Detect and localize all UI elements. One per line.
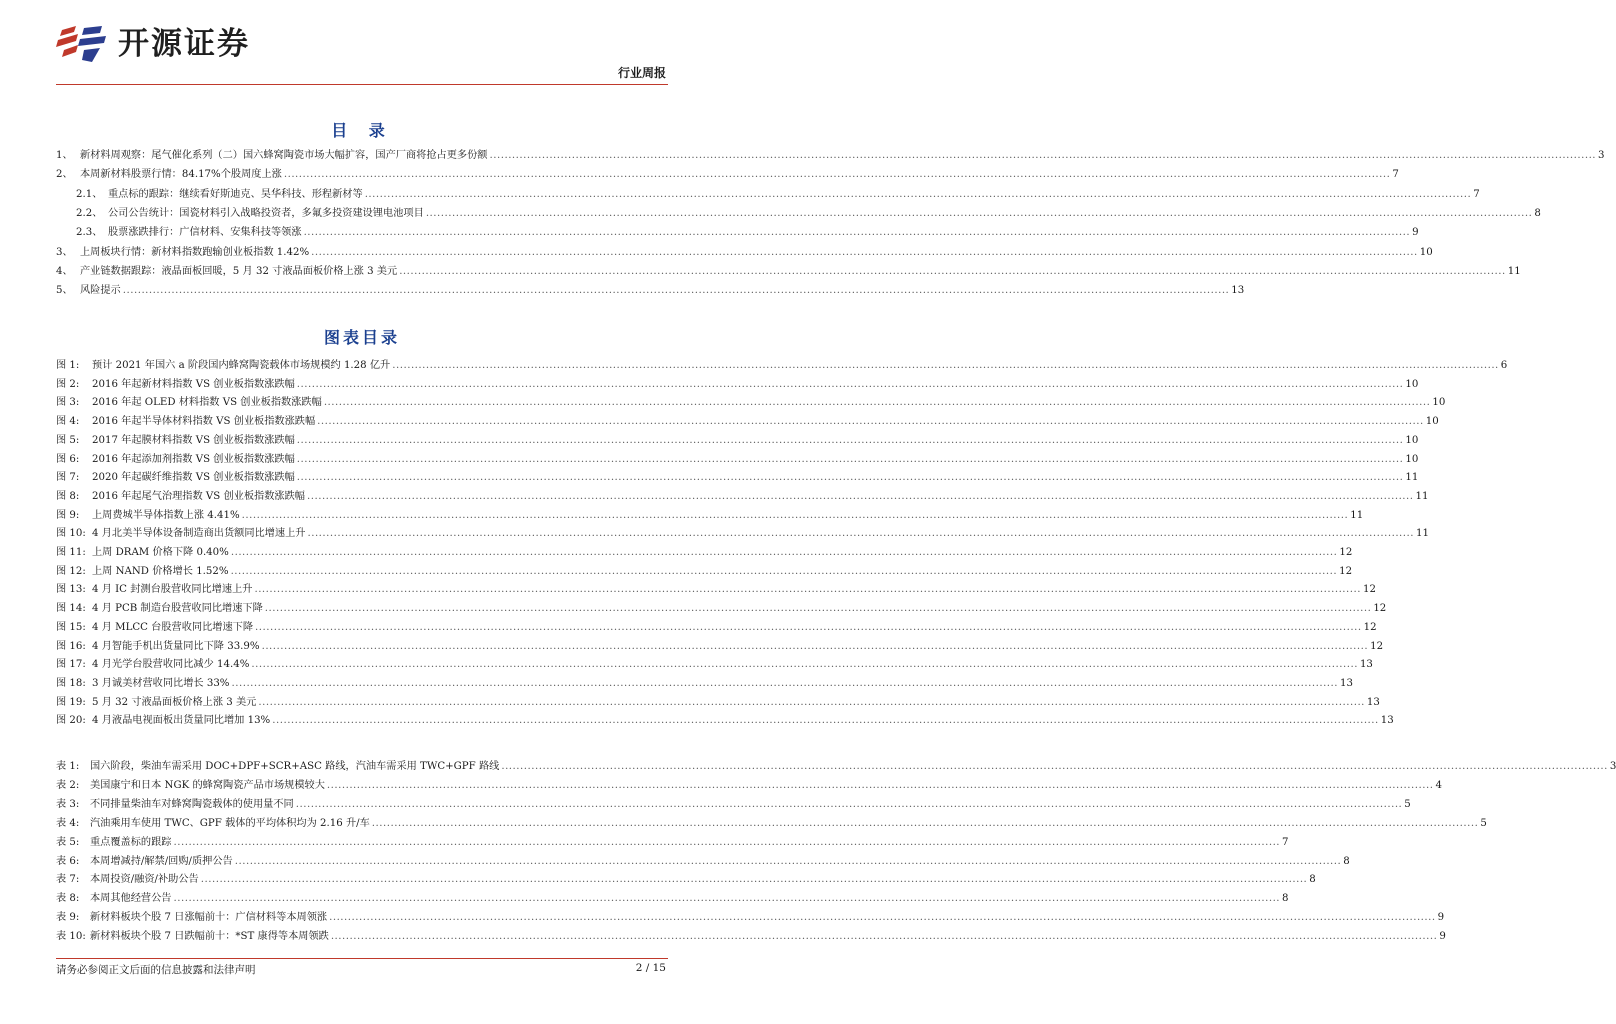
- figure-entry[interactable]: [56, 694, 1380, 712]
- table-entry-number: 表 5:: [56, 836, 80, 848]
- figure-entry-number: 图 19:: [56, 696, 86, 708]
- table-entry-page: 9: [1437, 912, 1445, 924]
- dot-leader: [501, 758, 1608, 776]
- toc-entry-text: 重点标的跟踪：继续看好斯迪克、昊华科技、形程新材等: [108, 188, 363, 200]
- figure-entry[interactable]: [56, 451, 1419, 469]
- toc-title: 目 录: [331, 121, 393, 140]
- figure-entry[interactable]: [56, 376, 1419, 394]
- figure-entry[interactable]: [56, 638, 1384, 656]
- figure-entry-number: 图 2:: [56, 378, 80, 390]
- toc-entry-page: 11: [1507, 265, 1521, 277]
- figure-entry-number: 图 11:: [56, 547, 86, 558]
- dot-leader: [307, 488, 1414, 506]
- figure-entry-number: 图 13:: [56, 584, 86, 596]
- dot-leader: [255, 619, 1362, 637]
- table-entry-page: 4: [1435, 779, 1442, 791]
- toc-entry[interactable]: [56, 244, 1433, 262]
- toc-entry-number: 2.3、: [76, 227, 103, 239]
- table-entry-text: 本周投资/融资/补助公告: [90, 874, 199, 886]
- table-entry[interactable]: [56, 890, 1289, 908]
- toc-entry-text: 本周新材料股票行情：84.17%个股周度上涨: [80, 169, 282, 181]
- table-entry-number: 表 9:: [56, 912, 80, 924]
- table-entry-text: 新材料板块个股 7 日跌幅前十：*ST 康得等本周领跌: [90, 931, 329, 943]
- figure-entry-text: 2016 年起半导体材料指数 VS 创业板指数涨跌幅: [92, 416, 316, 428]
- table-entry[interactable]: [56, 834, 1289, 852]
- figure-entry-number: 图 9:: [56, 509, 80, 521]
- figure-entry-number: 图 8:: [56, 490, 80, 502]
- figure-entry-page: 10: [1405, 453, 1419, 465]
- dot-leader: [329, 909, 1436, 927]
- toc-entry-text: 股票涨跌排行：广信材料、安集科技等领涨: [108, 227, 302, 239]
- table-entry-number: 表 10:: [56, 931, 86, 943]
- figure-entry-text: 4 月光学台股营收同比减少 14.4%: [92, 659, 250, 671]
- figure-entry-page: 12: [1339, 547, 1353, 558]
- table-entry-number: 表 4:: [56, 817, 80, 829]
- figure-entry-text: 3 月诚美材营收同比增长 33%: [92, 677, 230, 689]
- figure-entry-text: 4 月 PCB 制造台股营收同比增速下降: [92, 603, 263, 615]
- table-entry-page: 8: [1343, 855, 1350, 867]
- figure-entry-number: 图 5:: [56, 434, 80, 446]
- disclaimer-text: 请务必参阅正文后面的信息披露和法律声明: [56, 964, 256, 976]
- figure-entry[interactable]: [56, 413, 1439, 431]
- table-entry[interactable]: [56, 777, 1442, 795]
- table-entry[interactable]: [56, 853, 1350, 871]
- figure-entry-number: 图 4:: [56, 416, 80, 428]
- table-entry-page: 9: [1439, 931, 1446, 943]
- toc-entry-text: 产业链数据跟踪：液晶面板回暖，5 月 32 寸液晶面板价格上涨 3 美元: [80, 265, 398, 277]
- dot-leader: [372, 815, 1479, 833]
- figure-entry-page: 11: [1416, 528, 1429, 540]
- dot-leader: [311, 244, 1418, 262]
- figure-entry-page: 10: [1425, 416, 1439, 428]
- table-entry-text: 美国康宁和日本 NGK 的蜂窝陶瓷产品市场规模较大: [90, 779, 325, 791]
- dot-leader: [392, 357, 1499, 375]
- figure-entry-number: 图 20:: [56, 715, 86, 727]
- figure-entry-text: 4 月液晶电视面板出货量同比增加 13%: [92, 715, 271, 727]
- table-entry-page: 3: [1609, 761, 1616, 772]
- toc-entry[interactable]: [76, 224, 1419, 242]
- figure-entry-number: 图 15:: [56, 621, 86, 633]
- table-entry[interactable]: [56, 758, 1616, 776]
- dot-leader: [251, 656, 1358, 674]
- figure-entry-text: 上周 DRAM 价格下降 0.40%: [92, 547, 229, 558]
- figure-entry-number: 图 16:: [56, 640, 86, 652]
- dot-leader: [304, 224, 1411, 242]
- figure-entry-text: 上周 NAND 价格增长 1.52%: [92, 565, 229, 577]
- figure-entry[interactable]: [56, 619, 1377, 637]
- figure-entry-page: 12: [1363, 621, 1377, 633]
- figure-entry[interactable]: [56, 675, 1353, 693]
- figure-entry[interactable]: [56, 432, 1419, 450]
- figure-entry[interactable]: [56, 488, 1429, 506]
- figure-entry-text: 4 月 MLCC 台股营收同比增速下降: [92, 621, 254, 633]
- figure-entry-page: 13: [1366, 696, 1380, 708]
- table-entry[interactable]: [56, 871, 1316, 889]
- toc-entry-page: 9: [1412, 227, 1419, 239]
- figure-entry-page: 10: [1405, 434, 1419, 446]
- figure-entry-text: 2016 年起 OLED 材料指数 VS 创业板指数涨跌幅: [92, 397, 322, 409]
- toc-entry[interactable]: [56, 147, 1605, 165]
- dot-leader: [262, 638, 1369, 656]
- toc-entry[interactable]: [56, 263, 1521, 281]
- toc-entry-page: 7: [1473, 188, 1480, 200]
- table-entry-page: 8: [1282, 893, 1289, 905]
- figure-entry-page: 10: [1405, 378, 1419, 390]
- table-entry-page: 7: [1282, 836, 1289, 848]
- figure-entry-number: 图 3:: [56, 397, 80, 409]
- figure-entry-number: 图 1:: [56, 360, 80, 371]
- table-entry-text: 不同排量柴油车对蜂窝陶瓷载体的使用量不同: [90, 798, 294, 810]
- figure-entry-page: 11: [1350, 509, 1364, 521]
- table-entry-number: 表 1:: [56, 761, 80, 772]
- figure-entry-page: 12: [1370, 640, 1384, 652]
- toc-entry-text: 新材料周观察：尾气催化系列（二）国六蜂窝陶瓷市场大幅扩容，国产厂商将抢占更多份额: [80, 150, 488, 161]
- figure-entry-number: 图 12:: [56, 565, 86, 577]
- dot-leader: [307, 525, 1414, 543]
- header-divider: [56, 84, 668, 85]
- figure-entry[interactable]: [56, 469, 1419, 487]
- toc-entry-number: 5、: [56, 285, 73, 297]
- toc-entry-page: 13: [1231, 285, 1245, 297]
- table-entry-number: 表 2:: [56, 779, 80, 791]
- table-entry-text: 重点覆盖标的跟踪: [90, 836, 172, 848]
- figure-entry-page: 10: [1432, 397, 1446, 409]
- figure-entry[interactable]: [56, 357, 1508, 375]
- dot-leader: [327, 777, 1434, 795]
- table-entry[interactable]: [56, 928, 1446, 946]
- dot-leader: [242, 507, 1349, 525]
- brand-mark-icon: [56, 24, 110, 64]
- figure-entry-text: 2016 年起新材料指数 VS 创业板指数涨跌幅: [92, 378, 295, 390]
- dot-leader: [231, 563, 1338, 581]
- figure-entry-text: 上周费城半导体指数上涨 4.41%: [92, 509, 240, 521]
- dot-leader: [123, 282, 1230, 300]
- toc-entry-page: 7: [1392, 169, 1399, 181]
- dot-leader: [331, 928, 1438, 946]
- figure-entry-text: 2016 年起尾气治理指数 VS 创业板指数涨跌幅: [92, 490, 305, 502]
- figure-entry[interactable]: [56, 656, 1373, 674]
- table-entry-number: 表 6:: [56, 855, 80, 867]
- figure-entry[interactable]: [56, 544, 1353, 562]
- figure-entry-number: 图 6:: [56, 453, 80, 465]
- figure-entry-page: 13: [1340, 677, 1353, 689]
- toc-entry[interactable]: [76, 186, 1480, 204]
- toc-entry-number: 1、: [56, 150, 73, 161]
- figure-entry[interactable]: [56, 394, 1446, 412]
- figure-entry-page: 12: [1373, 603, 1387, 615]
- toc-entry-number: 2.2、: [76, 207, 103, 219]
- table-entry-page: 8: [1309, 874, 1316, 886]
- table-entry[interactable]: [56, 796, 1411, 814]
- toc-entry-text: 上周板块行情：新材料指数跑输创业板指数 1.42%: [80, 246, 310, 258]
- figure-entry-number: 图 14:: [56, 603, 86, 615]
- table-entry-text: 国六阶段，柴油车需采用 DOC+DPF+SCR+ASC 路线，汽油车需采用 TWC+GPF 路线: [90, 761, 500, 772]
- figure-entry-text: 2016 年起添加剂指数 VS 创业板指数涨跌幅: [92, 453, 295, 465]
- figure-entry-page: 11: [1405, 472, 1419, 484]
- dot-leader: [272, 712, 1379, 730]
- table-entry[interactable]: [56, 815, 1487, 833]
- toc-entry-page: 8: [1534, 207, 1541, 219]
- figure-entry-text: 预计 2021 年国六 a 阶段国内蜂窝陶瓷载体市场规模约 1.28 亿升: [92, 360, 391, 371]
- toc-entry-page: 3: [1598, 150, 1605, 161]
- dot-leader: [231, 675, 1338, 693]
- dot-leader: [317, 413, 1424, 431]
- table-entry-text: 汽油乘用车使用 TWC、GPF 载体的平均体积均为 2.16 升/车: [90, 817, 370, 829]
- page-indicator: 2 / 15: [635, 962, 666, 974]
- figure-entry-number: 图 18:: [56, 677, 86, 689]
- toc-entry[interactable]: [76, 205, 1541, 223]
- table-entry-number: 表 7:: [56, 874, 80, 886]
- figure-entry-text: 2017 年起膜材料指数 VS 创业板指数涨跌幅: [92, 434, 295, 446]
- figure-entry-number: 图 7:: [56, 472, 80, 484]
- report-type-label: 行业周报: [617, 66, 666, 80]
- dot-leader: [265, 600, 1372, 618]
- toc-entry-text: 公司公告统计：国瓷材料引入战略投资者，多氟多投资建设锂电池项目: [108, 207, 424, 219]
- table-entry-text: 新材料板块个股 7 日涨幅前十：广信材料等本周领涨: [90, 912, 328, 924]
- table-entry-number: 表 3:: [56, 798, 80, 810]
- figure-entry[interactable]: [56, 712, 1394, 730]
- figure-entry-number: 图 10:: [56, 528, 86, 540]
- figure-entry-page: 13: [1359, 659, 1373, 671]
- figure-entry-page: 12: [1363, 584, 1376, 596]
- table-entry-page: 5: [1404, 798, 1411, 810]
- figure-entry-page: 12: [1339, 565, 1353, 577]
- figure-entry-text: 2020 年起碳纤维指数 VS 创业板指数涨跌幅: [92, 472, 295, 484]
- figure-entry-text: 4 月北美半导体设备制造商出货额同比增速上升: [92, 528, 306, 540]
- table-entry-text: 本周其他经营公告: [90, 893, 172, 905]
- figure-list-title: 图表目录: [323, 328, 400, 347]
- toc-entry-number: 3、: [56, 246, 73, 258]
- table-entry[interactable]: [56, 909, 1445, 927]
- figure-entry-number: 图 17:: [56, 659, 86, 671]
- toc-entry-page: 10: [1419, 246, 1433, 258]
- figure-entry[interactable]: [56, 507, 1364, 525]
- figure-entry[interactable]: [56, 600, 1387, 618]
- figure-entry[interactable]: [56, 525, 1429, 543]
- dot-leader: [174, 890, 1281, 908]
- figure-entry-page: 13: [1380, 715, 1394, 727]
- figure-entry-page: 11: [1415, 490, 1429, 502]
- figure-entry[interactable]: [56, 581, 1376, 599]
- figure-entry-page: 6: [1500, 360, 1508, 371]
- toc-entry-text: 风险提示: [80, 285, 121, 297]
- dot-leader: [297, 451, 1404, 469]
- dot-leader: [284, 166, 1391, 184]
- table-entry-number: 表 8:: [56, 893, 80, 905]
- dot-leader: [297, 432, 1404, 450]
- dot-leader: [365, 186, 1472, 204]
- dot-leader: [297, 469, 1404, 487]
- dot-leader: [296, 796, 1403, 814]
- toc-entry[interactable]: [56, 166, 1399, 184]
- toc-entry[interactable]: [56, 282, 1245, 300]
- dot-leader: [254, 581, 1361, 599]
- dot-leader: [399, 263, 1506, 281]
- toc-entry-number: 2.1、: [76, 188, 103, 200]
- toc-entry-number: 2、: [56, 169, 73, 181]
- footer-divider: [56, 958, 668, 959]
- dot-leader: [231, 544, 1338, 562]
- dot-leader: [426, 205, 1533, 223]
- dot-leader: [258, 694, 1365, 712]
- table-entry-text: 本周增减持/解禁/回购/质押公告: [90, 855, 233, 867]
- dot-leader: [174, 834, 1281, 852]
- figure-entry-text: 4 月 IC 封测台股营收同比增速上升: [92, 584, 253, 596]
- dot-leader: [324, 394, 1431, 412]
- figure-entry[interactable]: [56, 563, 1353, 581]
- dot-leader: [235, 853, 1342, 871]
- dot-leader: [490, 147, 1597, 165]
- figure-entry-text: 5 月 32 寸液晶面板价格上涨 3 美元: [92, 696, 257, 708]
- dot-leader: [201, 871, 1308, 889]
- table-entry-page: 5: [1480, 817, 1487, 829]
- figure-entry-text: 4 月智能手机出货量同比下降 33.9%: [92, 640, 260, 652]
- brand-name: 开源证券: [118, 26, 250, 62]
- dot-leader: [297, 376, 1404, 394]
- toc-entry-number: 4、: [56, 265, 73, 277]
- brand-logo: [56, 22, 250, 66]
